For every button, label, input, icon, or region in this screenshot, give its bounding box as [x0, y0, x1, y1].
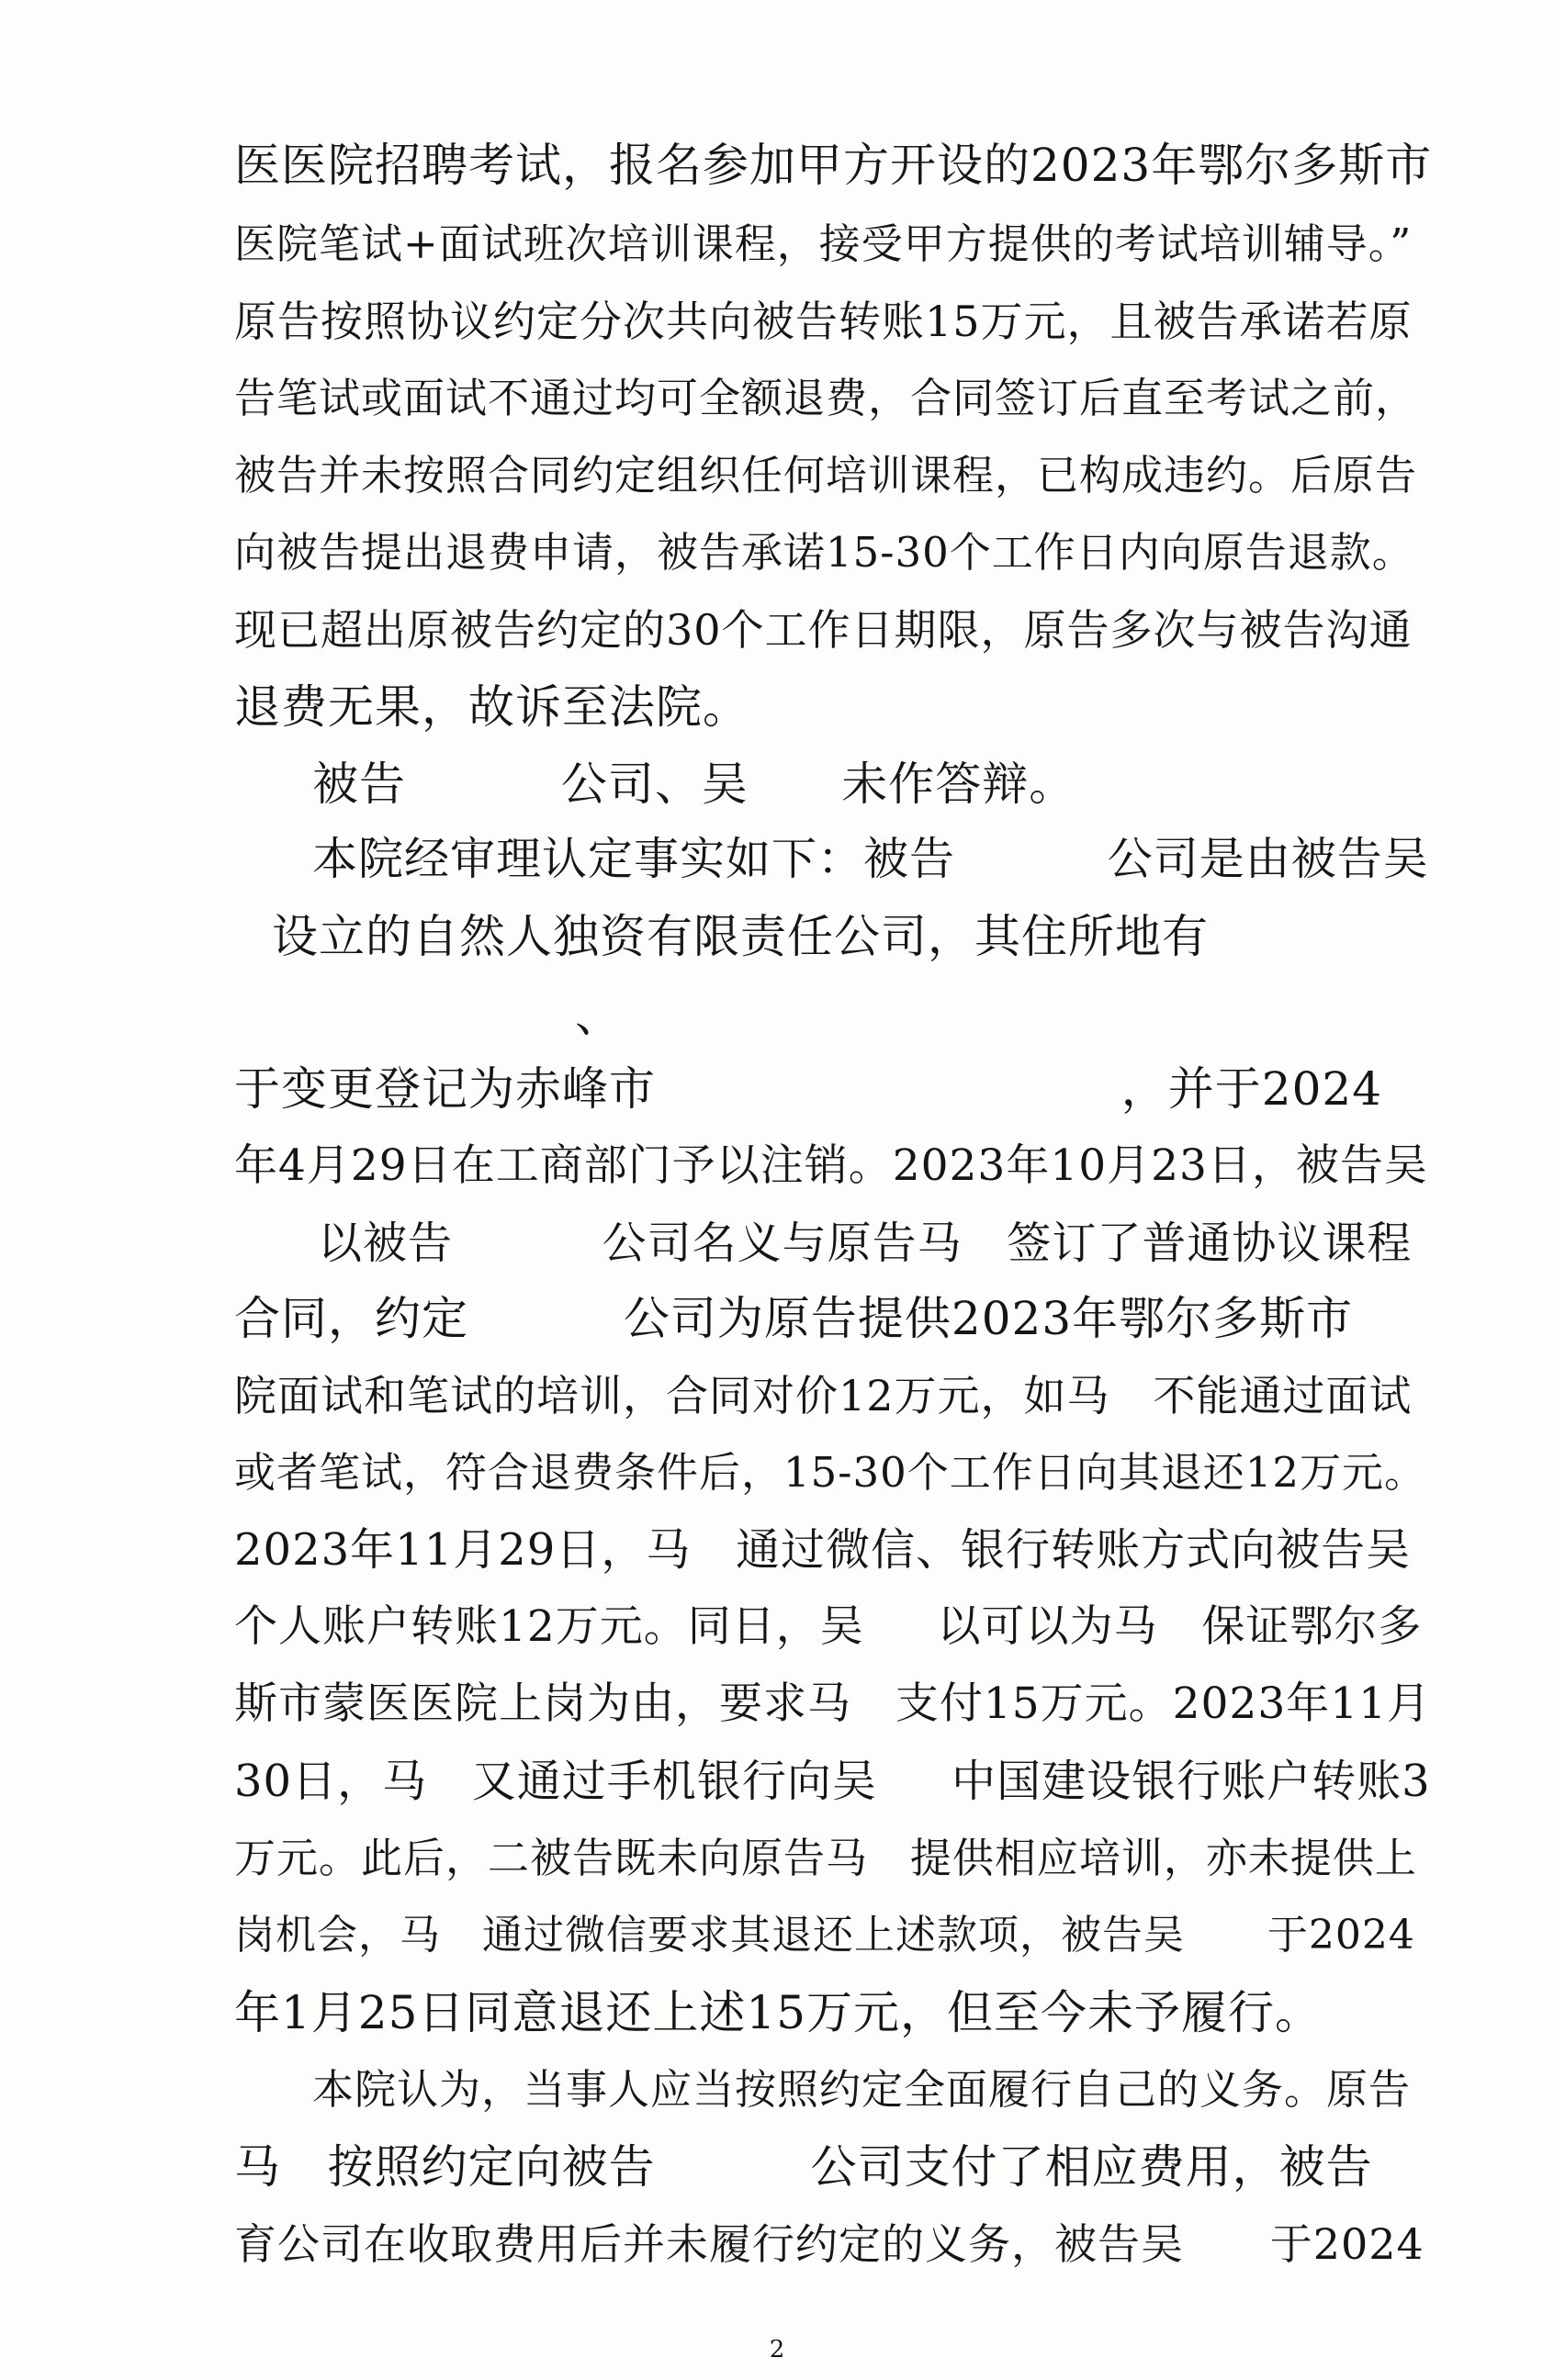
text-line: 育公司在收取费用后并未履行约定的义务，被告吴 于2024 — [234, 2219, 1424, 2269]
text-line: 原告按照协议约定分次共向被告转账15万元，且被告承诺若原 — [234, 297, 1413, 346]
text-line: 年4月29日在工商部门予以注销。2023年10月23日，被告吴 — [234, 1140, 1428, 1191]
text-line: 、 — [575, 989, 622, 1042]
text-line: 医医院招聘考试，报名参加甲方开设的2023年鄂尔多斯市 — [234, 139, 1433, 192]
text-line: 或者笔试，符合退费条件后，15-30个工作日向其退还12万元。 — [234, 1448, 1426, 1497]
text-line: 马 按照约定向被告 公司支付了相应费用，被告 — [234, 2140, 1373, 2194]
text-line: 斯市蒙医医院上岗为由，要求马 支付15万元。2023年11月 — [234, 1678, 1432, 1729]
text-line: 万元。此后，二被告既未向原告马 提供相应培训，亦未提供上 — [234, 1834, 1417, 1882]
text-line: 被告 公司、吴 未作答辩。 — [312, 758, 1076, 811]
text-line: 岗机会，马 通过微信要求其退还上述款项，被告吴 于2024 — [234, 1912, 1415, 1959]
text-line: 告笔试或面试不通过均可全额退费，合同签订后直至考试之前， — [234, 374, 1418, 422]
text-line: 2023年11月29日，马 通过微信、银行转账方式向被告吴 — [234, 1524, 1412, 1576]
text-line: 设立的自然人独资有限责任公司，其住所地有 — [272, 910, 1209, 963]
text-line: 退费无果，故诉至法院。 — [234, 680, 749, 734]
text-line: 医院笔试+面试班次培训课程，接受甲方提供的考试培训辅导。” — [234, 219, 1413, 268]
text-line: 合同，约定 公司为原告提供2023年鄂尔多斯市 — [234, 1292, 1354, 1345]
text-line: 本院认为，当事人应当按照约定全面履行自己的义务。原告 — [312, 2065, 1412, 2114]
text-line: 本院经审理认定事实如下：被告 公司是由被告吴 — [312, 833, 1429, 885]
text-line: 被告并未按照合同约定组织任何培训课程，已构成违约。后原告 — [234, 451, 1418, 500]
text-line: 以被告 公司名义与原告马 签订了普通协议课程 — [318, 1218, 1413, 1269]
text-line: 于变更登记为赤峰市 ，并于2024 — [234, 1062, 1383, 1116]
text-line: 个人账户转账12万元。同日，吴 以可以为马 保证鄂尔多 — [234, 1601, 1423, 1652]
text-line: 向被告提出退费申请，被告承诺15-30个工作日内向原告退款。 — [234, 528, 1414, 577]
text-line: 院面试和笔试的培训，合同对价12万元，如马 不能通过面试 — [234, 1371, 1413, 1420]
text-line: 现已超出原被告约定的30个工作日期限，原告多次与被告沟通 — [234, 605, 1413, 655]
text-line: 30日，马 又通过手机银行向吴 中国建设银行账户转账3 — [234, 1756, 1431, 1807]
text-line: 年1月25日同意退还上述15万元，但至今未予履行。 — [234, 1986, 1323, 2039]
page-number: 2 — [769, 2336, 785, 2363]
